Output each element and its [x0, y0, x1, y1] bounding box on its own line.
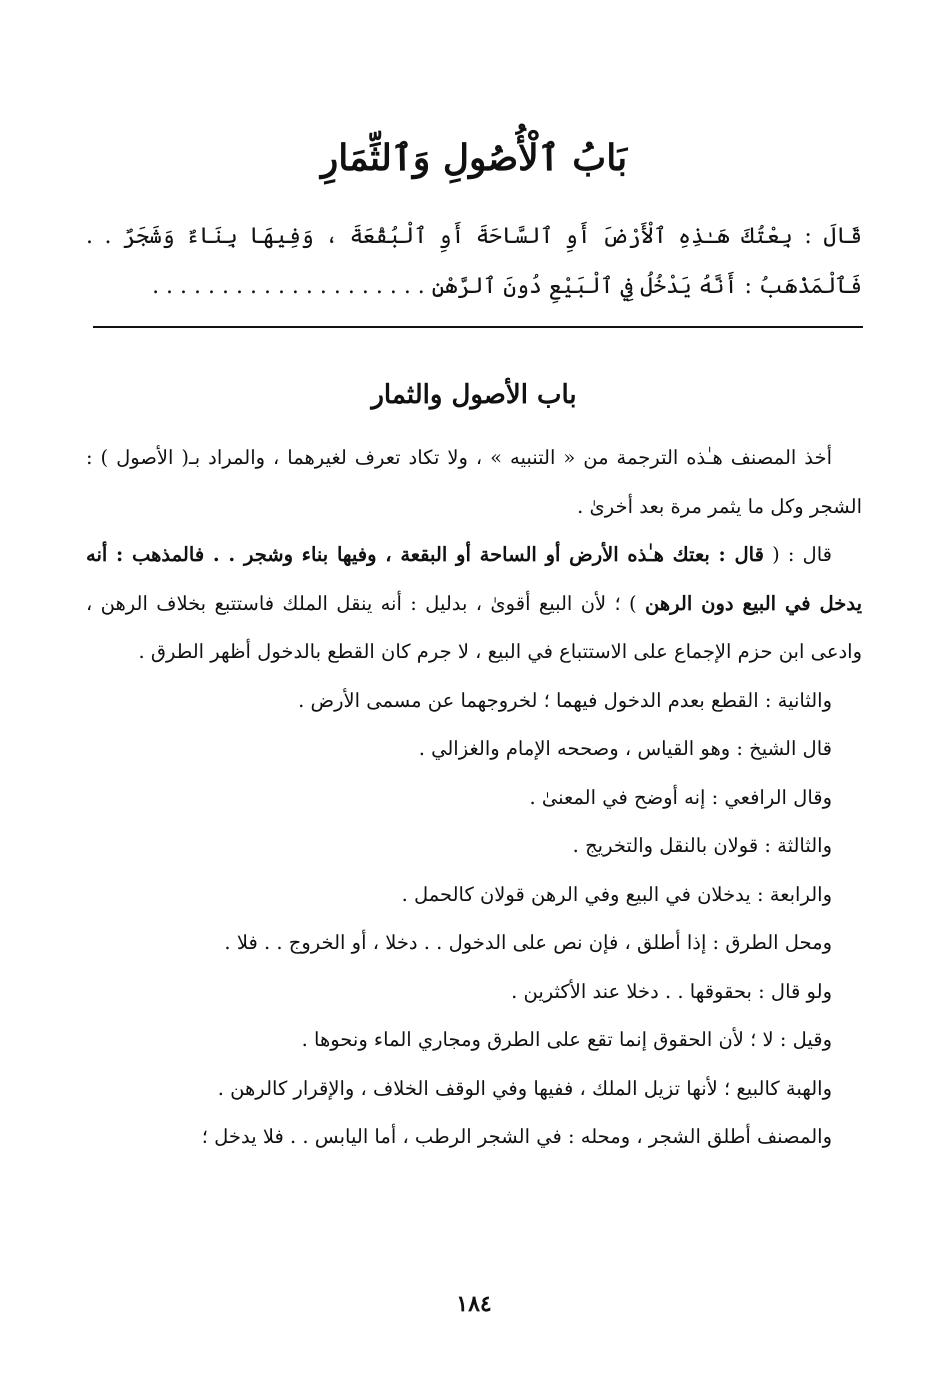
- paragraph: أخذ المصنف هـٰذه الترجمة من « التنبيه » ، ولا تكاد تعرف لغيرهما ، والمراد بـ( الأصول ) : الشجر وكل ما يثمر مرة بعد أخرىٰ .: [86, 446, 862, 518]
- matn-text: قَالَ : بِعْتُكَ هَـٰذِهِ ٱلْأَرْضَ أَوِ ٱلسَّاحَةَ أَوِ ٱلْبُقْعَةَ ، وَفِيهَا بِنَاءٌ وَشَجَرٌ . . فَٱلْمَذْهَبُ : أَنَّهُ يَدْخُلُ فِي ٱلْبَيْعِ دُونَ ٱلرَّهْنِ: [86, 224, 862, 299]
- paragraph: وقال الرافعي : إنه أوضح في المعنىٰ .: [529, 785, 832, 809]
- quoted-matn: قال : بعتك هـٰذه الأرض أو الساحة أو البقعة ، وفيها بناء وشجر . . فالمذهب : أنه يدخل في البيع دون الرهن: [86, 543, 862, 615]
- quote-continuation: ) ؛ لأن البيع أقوىٰ ، بدليل : أنه ينقل الملك فاستتبع بخلاف الرهن ، وادعى ابن حزم الإجماع على الاستتباع في البيع ، لا جرم كان القطع بالدخول أظهر الطرق .: [86, 591, 862, 663]
- paragraph: وقيل : لا ؛ لأن الحقوق إنما تقع على الطرق ومجاري الماء ونحوها .: [301, 1028, 832, 1051]
- paragraph: قال الشيخ : وهو القياس ، وصححه الإمام والغزالي .: [418, 737, 832, 760]
- separator-rule: [93, 326, 863, 328]
- paragraph: والثالثة : قولان بالنقل والتخريج .: [572, 834, 832, 857]
- commentary-title: باب الأصول والثمار: [371, 380, 577, 410]
- paragraph: والثانية : القطع بعدم الدخول فيهما ؛ لخروجهما عن مسمى الأرض .: [298, 688, 832, 712]
- matn-text-block: [86, 212, 862, 312]
- paragraph: والرابعة : يدخلان في البيع وفي الرهن قولان كالحمل .: [401, 882, 832, 906]
- paragraph: ولو قال : بحقوقها . . دخلا عند الأكثرين .: [511, 979, 832, 1003]
- paragraph: ومحل الطرق : إذا أطلق ، فإن نص على الدخول . . دخلا ، أو الخروج . . فلا .: [224, 931, 832, 954]
- paragraph-with-quote: [86, 531, 862, 677]
- commentary-body: [86, 434, 862, 1162]
- page-number: ١٨٤: [456, 1291, 492, 1317]
- paragraph: والهبة كالبيع ؛ لأنها تزيل الملك ، ففيها وفي الوقف الخلاف ، والإقرار كالرهن .: [217, 1076, 832, 1100]
- quote-open: قال : (: [763, 543, 832, 566]
- matn-dots: . . . . . . . . . . . . . . . . . . . .: [152, 274, 425, 299]
- chapter-title: بَابُ ٱلْأُصُولِ وَٱلثِّمَارِ: [320, 137, 628, 179]
- paragraph: والمصنف أطلق الشجر ، ومحله : في الشجر الرطب ، أما اليابس . . فلا يدخل ؛: [201, 1125, 832, 1148]
